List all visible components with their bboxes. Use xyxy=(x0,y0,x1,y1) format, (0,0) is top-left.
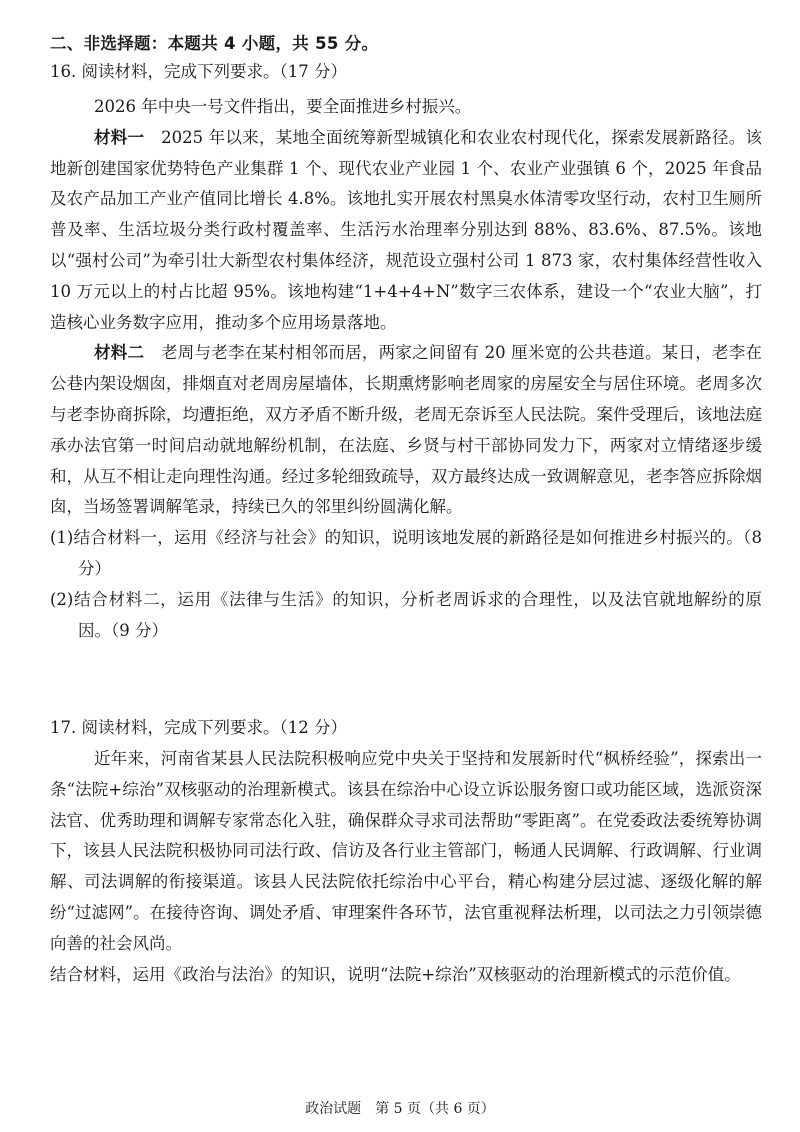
question-16-intro: 2026 年中央一号文件指出，要全面推进乡村振兴。 xyxy=(94,97,472,116)
material-2-text: 老周与老李在某村相邻而居，两家之间留有 20 厘米宽的公共巷道。某日，老李在公巷内架设烟囱，排烟直对老周房屋墙体，长期熏烤影响老周家的房屋安全与居住环境。老周多次与老李协商拆除，均遭拒绝，双方矛盾不断升级，老周无奈诉至人民法院。案件受理后，该地法庭承办法官第一时间启动就地解纷机制，在法庭、乡贤与村干部协同发力下，两家对立情绪逐步缓和，从互不相让走向理性沟通。经过多轮细致疏导，双方最终达成一致调解意见，老李答应拆除烟囱，当场签署调解笔录，持续已久的邻里纠纷圆满化解。 xyxy=(50,343,762,517)
page-footer: 政治试题 第 5 页（共 6 页） xyxy=(305,1101,495,1117)
material-1 xyxy=(50,123,762,339)
material-1-label: 材料一 xyxy=(94,127,145,147)
sub-question-1: (1)结合材料一，运用《经济与社会》的知识，说明该地发展的新路径是如何推进乡村振兴的。（8 分） xyxy=(50,528,762,578)
material-2 xyxy=(50,338,762,523)
question-17-task: 结合材料，运用《政治与法治》的知识，说明“法院+综治”双核驱动的治理新模式的示范价值。 xyxy=(50,964,741,984)
question-16 xyxy=(50,62,762,646)
question-17-material: 近年来，河南省某县人民法院积极响应党中央关于坚持和发展新时代“枫桥经验”，探索出一条“法院+综治”双核驱动的治理新模式。该县在综治中心设立诉讼服务窗口或功能区域，选派资深法官、优秀助理和调解专家常态化入驻，确保群众寻求司法帮助“零距离”。在党委政法委统筹协调下，该县人民法院积极协同司法行政、信访及各行业主管部门，畅通人民调解、行政调解、行业调解、司法调解的衔接渠道。该县人民法院依托综治中心平台，精心构建分层过滤、逐级化解的解纷“过滤网”。在接待咨询、调处矛盾、审理案件各环节，法官重视释法析理，以司法之力引领崇德向善的社会风尚。 xyxy=(50,749,762,953)
section-title: 二、非选择题：本题共 4 小题，共 55 分。 xyxy=(50,34,379,53)
question-17 xyxy=(50,718,762,990)
material-2-label: 材料二 xyxy=(94,343,145,363)
question-17-heading: 17. 阅读材料，完成下列要求。（12 分） xyxy=(50,718,347,737)
question-16-heading: 16. 阅读材料，完成下列要求。（17 分） xyxy=(50,62,347,81)
sub-question-2: (2)结合材料二，运用《法律与生活》的知识，分析老周诉求的合理性，以及法官就地解纷的原因。（9 分） xyxy=(50,589,762,640)
material-1-text: 2025 年以来，某地全面统筹新型城镇化和农业农村现代化，探索发展新路径。该地新创建国家优势特色产业集群 1 个、现代农业产业园 1 个、农业产业强镇 6 个，2025 年食品及农产品加工产业产值同比增长 4.8%。该地扎实开展农村黑臭水体清零攻坚行动，农村卫生厕所普及率、生活垃圾分类行政村覆盖率、生活污水治理率分别达到 88%、83.6%、87.5%。该地以“强村公司”为牵引壮大新型农村集体经济，规范设立强村公司 1 873 家，农村集体经营性收入 10 万元以上的村占比超 95%。该地构建“1+4+4+N”数字三农体系，建设一个“农业大脑”，打造核心业务数字应用，推动多个应用场景落地。 xyxy=(50,127,763,332)
